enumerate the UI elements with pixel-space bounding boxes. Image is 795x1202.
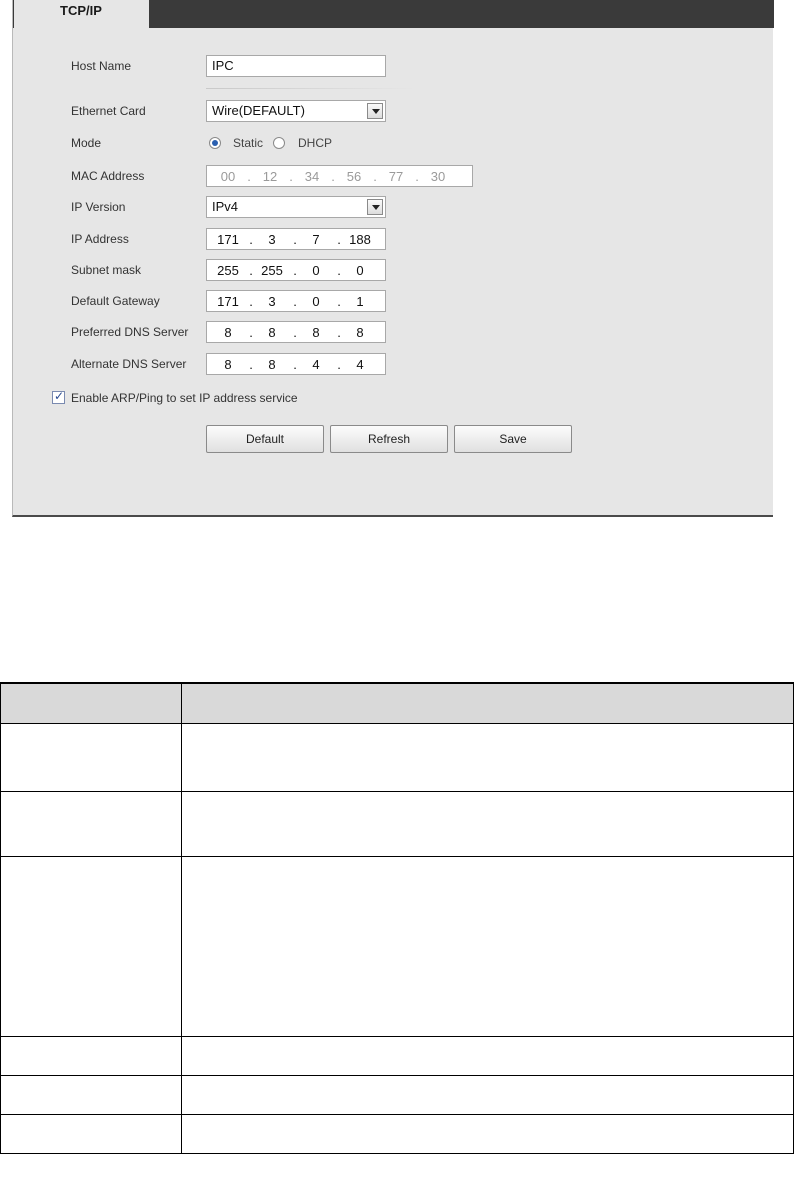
default-gateway-row: [13, 290, 774, 314]
subnet-mask-row: [13, 259, 774, 283]
table-header-cell: [182, 683, 794, 723]
subnet-dot: .: [337, 263, 341, 278]
pdns-dot: .: [249, 325, 253, 340]
adns-dot: .: [249, 357, 253, 372]
subnet-octet-input[interactable]: 255: [217, 263, 239, 278]
alternate-dns-field: [206, 353, 386, 375]
adns-octet-input[interactable]: 4: [312, 357, 320, 372]
mode-dhcp-radio[interactable]: [273, 137, 285, 149]
mac-octet: 00: [220, 169, 236, 184]
ip-version-select[interactable]: [206, 196, 386, 218]
preferred-dns-field: [206, 321, 386, 343]
ip-dot: .: [249, 232, 253, 247]
ip-address-row: [13, 228, 774, 252]
gateway-dot: .: [337, 294, 341, 309]
arp-ping-label: Enable ARP/Ping to set IP address service: [71, 391, 298, 405]
mac-octet: 12: [262, 169, 278, 184]
default-button[interactable]: Default: [206, 425, 324, 453]
mac-address-label: MAC Address: [71, 169, 145, 183]
pdns-octet-input[interactable]: 8: [312, 325, 320, 340]
table-cell: [1, 1075, 182, 1114]
pdns-octet-input[interactable]: 8: [356, 325, 364, 340]
mode-static-label: Static: [233, 136, 264, 150]
subnet-octet-input[interactable]: 255: [261, 263, 283, 278]
adns-dot: .: [337, 357, 341, 372]
pdns-dot: .: [337, 325, 341, 340]
chevron-down-icon[interactable]: [367, 199, 383, 215]
gateway-octet-input[interactable]: 1: [356, 294, 364, 309]
table-header-row: [1, 683, 794, 723]
ip-octet-input[interactable]: 7: [312, 232, 320, 247]
mac-octet: 30: [430, 169, 446, 184]
table-cell: [182, 1075, 794, 1114]
ip-address-label: IP Address: [71, 232, 129, 246]
ethernet-card-select[interactable]: [206, 100, 386, 122]
alternate-dns-row: [13, 353, 774, 377]
table-cell: [1, 1114, 182, 1153]
table-cell: [1, 856, 182, 1036]
mac-dot: .: [247, 169, 251, 184]
ip-version-row: [13, 196, 774, 220]
gateway-octet-input[interactable]: 171: [217, 294, 239, 309]
table-cell: [182, 1036, 794, 1075]
divider: [206, 88, 416, 89]
table-cell: [182, 723, 794, 791]
subnet-octet-input[interactable]: 0: [356, 263, 364, 278]
table-header-cell: [1, 683, 182, 723]
subnet-mask-label: Subnet mask: [71, 263, 142, 277]
table-row: [1, 1036, 794, 1075]
table-cell: [182, 1114, 794, 1153]
table-cell: [1, 723, 182, 791]
host-name-row: [13, 55, 774, 79]
gateway-dot: .: [249, 294, 253, 309]
subnet-dot: .: [293, 263, 297, 278]
mac-dot: .: [415, 169, 419, 184]
mode-static-radio[interactable]: [209, 137, 221, 149]
alternate-dns-label: Alternate DNS Server: [71, 357, 187, 371]
arp-ping-checkbox[interactable]: [52, 391, 65, 404]
table-cell: [1, 1036, 182, 1075]
table-cell: [182, 856, 794, 1036]
mac-octet: 56: [346, 169, 362, 184]
adns-octet-input[interactable]: 4: [356, 357, 364, 372]
table-cell: [1, 791, 182, 856]
mac-address-row: [13, 165, 774, 189]
preferred-dns-label: Preferred DNS Server: [71, 325, 189, 339]
mode-dhcp-label: DHCP: [298, 136, 333, 150]
table-row: [1, 1075, 794, 1114]
tcpip-panel: [12, 0, 773, 517]
ethernet-card-value: Wire(DEFAULT): [212, 103, 305, 118]
ip-octet-input[interactable]: 3: [268, 232, 276, 247]
default-gateway-label: Default Gateway: [71, 294, 160, 308]
table-row: [1, 1114, 794, 1153]
ip-dot: .: [293, 232, 297, 247]
mac-dot: .: [331, 169, 335, 184]
ethernet-card-label: Ethernet Card: [71, 104, 146, 118]
preferred-dns-row: [13, 321, 774, 345]
chevron-down-icon[interactable]: [367, 103, 383, 119]
adns-octet-input[interactable]: 8: [268, 357, 276, 372]
ip-octet-input[interactable]: 188: [349, 232, 371, 247]
save-button[interactable]: Save: [454, 425, 572, 453]
subnet-octet-input[interactable]: 0: [312, 263, 320, 278]
button-row: [13, 425, 774, 455]
mac-octet: 34: [304, 169, 320, 184]
refresh-button[interactable]: Refresh: [330, 425, 448, 453]
mode-label: Mode: [71, 136, 102, 150]
mac-dot: .: [373, 169, 377, 184]
host-name-input[interactable]: IPC: [206, 55, 386, 77]
ip-version-label: IP Version: [71, 200, 126, 214]
table-row: [1, 856, 794, 1036]
pdns-octet-input[interactable]: 8: [268, 325, 276, 340]
adns-octet-input[interactable]: 8: [224, 357, 232, 372]
adns-dot: .: [293, 357, 297, 372]
gateway-octet-input[interactable]: 0: [312, 294, 320, 309]
ip-version-value: IPv4: [212, 199, 239, 214]
default-gateway-field: [206, 290, 386, 312]
tab-tcpip[interactable]: TCP/IP: [14, 0, 149, 28]
mac-octet: 77: [388, 169, 404, 184]
host-name-label: Host Name: [71, 59, 132, 73]
table-row: [1, 723, 794, 791]
parameter-table: [0, 682, 794, 1154]
table-cell: [182, 791, 794, 856]
tab-bar: [13, 0, 774, 28]
subnet-mask-field: [206, 259, 386, 281]
mode-row: [13, 132, 774, 156]
pdns-dot: .: [293, 325, 297, 340]
gateway-dot: .: [293, 294, 297, 309]
pdns-octet-input[interactable]: 8: [224, 325, 232, 340]
ip-octet-input[interactable]: 171: [217, 232, 239, 247]
table-row: [1, 791, 794, 856]
arp-ping-row: [13, 387, 774, 411]
mac-address-field: [206, 165, 473, 187]
gateway-octet-input[interactable]: 3: [268, 294, 276, 309]
subnet-dot: .: [249, 263, 253, 278]
ip-dot: .: [337, 232, 341, 247]
ethernet-card-row: [13, 100, 774, 124]
ip-address-field: [206, 228, 386, 250]
mac-dot: .: [289, 169, 293, 184]
